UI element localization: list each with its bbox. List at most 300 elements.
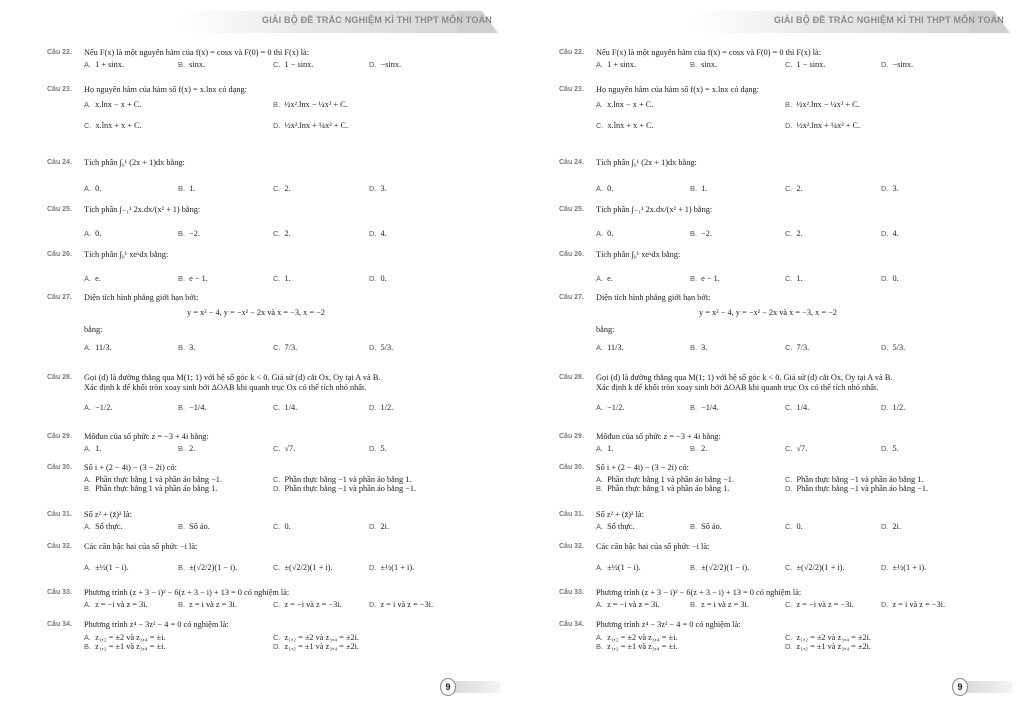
option-letter: D. [369, 184, 377, 193]
answer-option [785, 444, 807, 454]
option-letter: A. [596, 60, 604, 69]
answer-option [785, 229, 803, 239]
option-letter: D. [881, 343, 889, 352]
option-letter: C. [273, 229, 281, 238]
option-text: 1. [607, 444, 614, 453]
answer-option [596, 343, 624, 353]
option-letter: C. [785, 184, 793, 193]
option-letter: C. [273, 403, 281, 412]
option-text: −2. [189, 229, 200, 238]
option-text: 0. [284, 522, 291, 531]
question-text: Tích phân ∫₀¹ (2x + 1)dx bằng: [596, 158, 697, 167]
question-text: Các căn bậc hai của số phức −i là: [596, 542, 710, 551]
answer-option [690, 274, 720, 284]
answer-option [84, 403, 112, 413]
option-text: 1 + sinx. [607, 60, 636, 69]
answer-option [881, 343, 905, 353]
option-text: 4. [892, 229, 899, 238]
option-text: Phần thực bằng 1 và phần ảo bằng −1. [95, 475, 223, 484]
option-text: 1/2. [380, 403, 394, 412]
option-text: 1/4. [284, 403, 298, 412]
option-letter: C. [785, 522, 793, 531]
page-number-badge [952, 678, 1012, 696]
option-letter: C. [785, 444, 793, 453]
option-text: Phần thực bằng 1 và phần ảo bằng −1. [607, 475, 735, 484]
option-letter: B. [178, 343, 186, 352]
question-text: Diện tích hình phẳng giới hạn bởi: [596, 293, 711, 302]
question-number: Câu 32. [559, 543, 584, 550]
option-text: sinx. [701, 60, 717, 69]
option-letter: C. [273, 444, 281, 453]
option-letter: D. [369, 403, 377, 412]
option-text: 2. [701, 444, 708, 453]
question-text: Gọi (d) là đường thẳng qua M(1; 1) với hệ số góc k < 0. Giả sử (d) cắt Ox, Oy tại A và B. [84, 373, 381, 382]
option-text: 0. [380, 274, 387, 283]
option-text: 5/3. [380, 343, 394, 352]
answer-option [84, 343, 112, 353]
option-text: −1/4. [189, 403, 207, 412]
question-number: Câu 25. [559, 206, 584, 213]
option-text: z = −i và z = 3i. [607, 600, 660, 609]
answer-option [596, 563, 641, 573]
option-text: x.lnx − x + C. [607, 100, 654, 109]
option-letter: D. [881, 274, 889, 283]
question-text: Số i + (2 − 4i) − (3 − 2i) có: [596, 463, 689, 472]
answer-option [881, 60, 913, 70]
option-text: 7/3. [796, 343, 810, 352]
option-text: 0. [95, 229, 102, 238]
option-letter: B. [690, 274, 698, 283]
option-letter: C. [596, 121, 604, 130]
question-text: Phương trình (z + 3 − i)² − 6(z + 3 − i) + 13 = 0 có nghiệm là: [84, 588, 290, 597]
answer-option [690, 60, 717, 70]
option-text: Phần thực bằng −1 và phần ảo bằng 1. [796, 475, 924, 484]
equation: y = x² − 4, y = −x² − 2x và x = −3, x = −2 [699, 308, 837, 317]
option-text: 1/4. [796, 403, 810, 412]
option-letter: C. [273, 563, 281, 572]
option-letter: C. [273, 60, 281, 69]
question-number: Câu 32. [47, 543, 72, 550]
option-letter: C. [273, 274, 281, 283]
answer-option [596, 403, 624, 413]
option-letter: A. [596, 633, 604, 642]
option-letter: A. [596, 444, 604, 453]
question-number: Câu 22. [47, 49, 72, 56]
question-text: Phương trình z⁴ − 3z² − 4 = 0 có nghiệm là: [84, 620, 229, 629]
page-number-bar [450, 681, 500, 693]
option-letter: B. [273, 100, 281, 109]
option-text: 5. [380, 444, 387, 453]
answer-option [178, 274, 208, 284]
answer-option [84, 600, 148, 610]
answer-option [881, 600, 945, 610]
option-text: 1. [95, 444, 102, 453]
question-number: Câu 26. [559, 251, 584, 258]
option-text: −1/4. [701, 403, 719, 412]
question-text: Nếu F(x) là một nguyên hàm của f(x) = cosx và F(0) = 0 thì F(x) là: [596, 48, 822, 57]
question-text: Họ nguyên hàm của hàm số f(x) = x.lnx có dạng: [596, 85, 759, 94]
option-text: 1 − sinx. [284, 60, 314, 69]
answer-option [84, 60, 124, 70]
option-text: 2. [796, 229, 803, 238]
option-letter: A. [84, 184, 92, 193]
option-letter: C. [273, 600, 281, 609]
option-letter: B. [690, 403, 698, 412]
answer-option [785, 522, 803, 532]
answer-option [369, 563, 414, 573]
option-text: Số thực. [607, 522, 635, 531]
option-text: ½x².lnx + ¼x² + C. [284, 121, 349, 130]
option-letter: B. [178, 563, 186, 572]
option-text: −sinx. [892, 60, 914, 69]
option-text: 3. [380, 184, 387, 193]
question-number: Câu 22. [559, 49, 584, 56]
option-letter: C. [273, 184, 281, 193]
answer-option [273, 484, 416, 494]
option-text: 3. [701, 343, 708, 352]
answer-option [369, 274, 387, 284]
option-letter: B. [690, 60, 698, 69]
question-number: Câu 31. [47, 511, 72, 518]
answer-option [369, 60, 401, 70]
option-text: Phần thực bằng 1 và phần ảo bằng 1. [607, 484, 730, 493]
option-letter: A. [84, 60, 92, 69]
answer-option [273, 274, 291, 284]
option-letter: D. [881, 444, 889, 453]
answer-option [690, 229, 712, 239]
answer-option [690, 522, 722, 532]
option-text: 1. [701, 184, 708, 193]
option-text: z = −i và z = −3i. [796, 600, 854, 609]
question-text: Họ nguyên hàm của hàm số f(x) = x.lnx có dạng: [84, 85, 247, 94]
option-letter: C. [785, 343, 793, 352]
page-right [512, 0, 1024, 725]
option-text: z₁,₂ = ±2 và z₃,₄ = ±2i. [796, 633, 872, 642]
answer-option [369, 444, 387, 454]
option-text: 11/3. [95, 343, 112, 352]
question-number: Câu 24. [47, 159, 72, 166]
answer-option [369, 403, 393, 413]
answer-option [596, 100, 653, 110]
question-number: Câu 24. [559, 159, 584, 166]
answer-option [273, 522, 291, 532]
question-text: Phương trình (z + 3 − i)² − 6(z + 3 − i) + 13 = 0 có nghiệm là: [596, 588, 802, 597]
option-text: −1/2. [607, 403, 625, 412]
option-text: 5. [892, 444, 899, 453]
answer-option [84, 563, 129, 573]
answer-option [273, 642, 359, 652]
option-letter: A. [596, 229, 604, 238]
option-text: z₁,₂ = ±1 và z₃,₄ = ±i. [95, 642, 166, 651]
question-text: Tích phân ∫₋₁¹ 2x.dx/(x² + 1) bằng: [84, 205, 201, 214]
answer-option [84, 184, 101, 194]
question-text: Tích phân ∫₀¹ (2x + 1)dx bằng: [84, 158, 185, 167]
option-letter: D. [369, 522, 377, 531]
option-letter: D. [881, 60, 889, 69]
header-title: GIẢI BỘ ĐỀ TRẮC NGHIỆM KÌ THI THPT MÔN TOÁN [262, 15, 492, 25]
option-letter: D. [881, 522, 889, 531]
question-number: Câu 23. [559, 86, 584, 93]
option-text: ±½(1 − i). [607, 563, 641, 572]
option-text: 2. [189, 444, 196, 453]
option-text: 1 − sinx. [796, 60, 826, 69]
option-text: z₁,₂ = ±2 và z₃,₄ = ±2i. [284, 633, 360, 642]
option-text: 2. [284, 184, 291, 193]
option-text: 2. [284, 229, 291, 238]
question-text: Môđun của số phức z = −3 + 4i bằng: [84, 432, 209, 441]
question-text: Tích phân ∫₀¹ xeˣdx bằng: [84, 250, 169, 259]
option-text: z = i và z = 3i. [701, 600, 749, 609]
question-text: bằng: [84, 325, 103, 334]
option-letter: C. [785, 633, 793, 642]
question-text: bằng: [596, 325, 615, 334]
option-text: 2i. [892, 522, 902, 531]
answer-option [369, 229, 387, 239]
option-letter: B. [690, 522, 698, 531]
option-text: 0. [95, 184, 102, 193]
answer-option [881, 229, 899, 239]
option-letter: B. [84, 642, 92, 651]
answer-option [785, 121, 860, 131]
option-letter: B. [690, 600, 698, 609]
answer-option [178, 229, 200, 239]
option-letter: D. [273, 121, 281, 130]
answer-option [690, 403, 718, 413]
answer-option [273, 563, 333, 573]
answer-option [273, 600, 342, 610]
answer-option [84, 522, 123, 532]
option-letter: B. [178, 60, 186, 69]
option-text: Số thực. [95, 522, 123, 531]
option-letter: D. [369, 600, 377, 609]
option-text: 5/3. [892, 343, 906, 352]
answer-option [785, 484, 928, 494]
option-text: 4. [380, 229, 387, 238]
option-letter: A. [84, 444, 92, 453]
option-text: Phần thực bằng −1 và phần ảo bằng 1. [284, 475, 412, 484]
option-letter: C. [273, 522, 281, 531]
option-letter: A. [84, 633, 92, 642]
option-text: z₁,₂ = ±1 và z₃,₄ = ±2i. [796, 642, 872, 651]
option-letter: B. [690, 229, 698, 238]
option-letter: A. [84, 343, 92, 352]
answer-option [178, 600, 237, 610]
answer-option [84, 642, 165, 652]
answer-option [690, 563, 749, 573]
option-letter: A. [596, 563, 604, 572]
option-text: ±(√2/2)(1 + i). [284, 563, 333, 572]
header-title: GIẢI BỘ ĐỀ TRẮC NGHIỆM KÌ THI THPT MÔN TOÁN [774, 15, 1004, 25]
option-letter: A. [84, 274, 92, 283]
option-letter: D. [273, 642, 281, 651]
answer-option [785, 100, 860, 110]
option-text: ±½(1 − i). [95, 563, 129, 572]
answer-option [596, 229, 613, 239]
option-text: −sinx. [380, 60, 402, 69]
option-text: z = i và z = 3i. [189, 600, 237, 609]
answer-option [690, 444, 707, 454]
option-text: 1/2. [892, 403, 906, 412]
question-text: Phương trình z⁴ − 3z² − 4 = 0 có nghiệm là: [596, 620, 741, 629]
option-letter: B. [690, 563, 698, 572]
answer-option [273, 60, 313, 70]
question-text: Các căn bậc hai của số phức −i là: [84, 542, 198, 551]
question-text: Xác định k để khối tròn xoay sinh bởi ΔOAB khi quanh trục Ox có thể tích nhỏ nhất. [84, 383, 367, 392]
option-text: z = i và z = −3i. [892, 600, 946, 609]
option-text: ½x².lnx − ¼x² + C. [796, 100, 860, 109]
option-text: 0. [796, 522, 803, 531]
option-letter: A. [596, 274, 604, 283]
answer-option [785, 274, 803, 284]
answer-option [785, 403, 809, 413]
option-text: 2. [796, 184, 803, 193]
option-text: ½x².lnx − ¼x² + C. [284, 100, 348, 109]
option-letter: B. [785, 100, 793, 109]
answer-option [273, 184, 291, 194]
option-text: e. [607, 274, 613, 283]
answer-option [178, 403, 206, 413]
option-text: Phần thực bằng −1 và phần ảo bằng −1. [796, 484, 929, 493]
answer-option [84, 229, 101, 239]
option-text: e. [95, 274, 101, 283]
option-letter: D. [369, 343, 377, 352]
question-number: Câu 28. [559, 374, 584, 381]
answer-option [690, 184, 707, 194]
option-text: x.lnx − x + C. [95, 100, 142, 109]
question-number: Câu 29. [559, 433, 584, 440]
option-text: 0. [607, 184, 614, 193]
question-text: Số z² + (z̄)² là: [84, 510, 132, 519]
page-number: 9 [440, 678, 456, 696]
option-text: 0. [607, 229, 614, 238]
option-letter: A. [84, 522, 92, 531]
option-letter: D. [881, 600, 889, 609]
option-text: z₁,₂ = ±1 và z₃,₄ = ±i. [607, 642, 678, 651]
question-number: Câu 27. [559, 294, 584, 301]
option-letter: D. [369, 563, 377, 572]
option-letter: D. [881, 229, 889, 238]
option-letter: A. [84, 600, 92, 609]
question-number: Câu 25. [47, 206, 72, 213]
option-letter: B. [178, 600, 186, 609]
option-text: 0. [892, 274, 899, 283]
option-letter: B. [596, 484, 604, 493]
option-letter: A. [596, 100, 604, 109]
option-letter: C. [785, 403, 793, 412]
question-number: Câu 23. [47, 86, 72, 93]
option-text: ±½(1 + i). [380, 563, 415, 572]
option-letter: A. [84, 475, 92, 484]
answer-option [596, 121, 654, 131]
question-number: Câu 33. [559, 589, 584, 596]
question-number: Câu 30. [559, 464, 584, 471]
answer-option [690, 600, 749, 610]
answer-option [690, 343, 707, 353]
answer-option [273, 229, 291, 239]
option-letter: D. [785, 121, 793, 130]
answer-option [178, 184, 195, 194]
answer-option [881, 274, 899, 284]
option-text: 1. [284, 274, 291, 283]
option-text: e − 1. [701, 274, 720, 283]
answer-option [881, 522, 901, 532]
option-letter: A. [596, 522, 604, 531]
option-text: x.lnx + x + C. [95, 121, 142, 130]
option-text: z = −i và z = −3i. [284, 600, 342, 609]
option-letter: C. [785, 229, 793, 238]
option-text: 1. [189, 184, 196, 193]
answer-option [369, 343, 393, 353]
question-text: Xác định k để khối tròn xoay sinh bởi ΔOAB khi quanh trục Ox có thể tích nhỏ nhất. [596, 383, 879, 392]
option-letter: B. [690, 444, 698, 453]
option-letter: B. [178, 444, 186, 453]
question-text: Nếu F(x) là một nguyên hàm của f(x) = cosx và F(0) = 0 thì F(x) là: [84, 48, 310, 57]
question-text: Số i + (2 − 4i) − (3 − 2i) có: [84, 463, 177, 472]
question-number: Câu 34. [47, 621, 72, 628]
option-text: ½x².lnx + ¼x² + C. [796, 121, 861, 130]
answer-option [785, 60, 825, 70]
question-number: Câu 26. [47, 251, 72, 258]
option-letter: D. [369, 444, 377, 453]
answer-option [84, 444, 101, 454]
option-letter: C. [785, 563, 793, 572]
option-letter: D. [369, 274, 377, 283]
option-letter: D. [881, 184, 889, 193]
option-text: 3. [189, 343, 196, 352]
option-letter: D. [369, 229, 377, 238]
answer-option [178, 60, 205, 70]
option-letter: C. [785, 60, 793, 69]
option-letter: A. [596, 475, 604, 484]
answer-option [785, 184, 803, 194]
page-number: 9 [952, 678, 968, 696]
answer-option [273, 403, 297, 413]
option-text: Số ảo. [189, 522, 210, 531]
answer-option [596, 522, 635, 532]
option-text: z = i và z = −3i. [380, 600, 434, 609]
question-text: Số z² + (z̄)² là: [596, 510, 644, 519]
option-text: 1. [796, 274, 803, 283]
option-letter: C. [785, 475, 793, 484]
option-letter: D. [881, 403, 889, 412]
option-text: ±(√2/2)(1 − i). [189, 563, 238, 572]
option-text: sinx. [189, 60, 205, 69]
option-letter: B. [178, 184, 186, 193]
option-letter: C. [273, 633, 281, 642]
answer-option [369, 600, 433, 610]
answer-option [785, 563, 845, 573]
question-number: Câu 34. [559, 621, 584, 628]
option-letter: C. [273, 475, 281, 484]
option-text: Số ảo. [701, 522, 722, 531]
answer-option [273, 121, 348, 131]
option-text: √7. [284, 444, 296, 453]
option-text: 11/3. [607, 343, 624, 352]
question-text: Gọi (d) là đường thẳng qua M(1; 1) với hệ số góc k < 0. Giả sử (d) cắt Ox, Oy tại A và B. [596, 373, 893, 382]
option-text: 2i. [380, 522, 390, 531]
option-text: 7/3. [284, 343, 298, 352]
option-letter: D. [785, 484, 793, 493]
question-text: Tích phân ∫₀¹ xeˣdx bằng: [596, 250, 681, 259]
option-letter: D. [881, 563, 889, 572]
question-number: Câu 29. [47, 433, 72, 440]
answer-option [273, 100, 348, 110]
answer-option [596, 444, 613, 454]
option-text: z₁,₂ = ±2 và z₃,₄ = ±i. [607, 633, 678, 642]
option-text: Phần thực bằng 1 và phần ảo bằng 1. [95, 484, 218, 493]
option-text: −2. [701, 229, 712, 238]
page-number-badge [440, 678, 500, 696]
